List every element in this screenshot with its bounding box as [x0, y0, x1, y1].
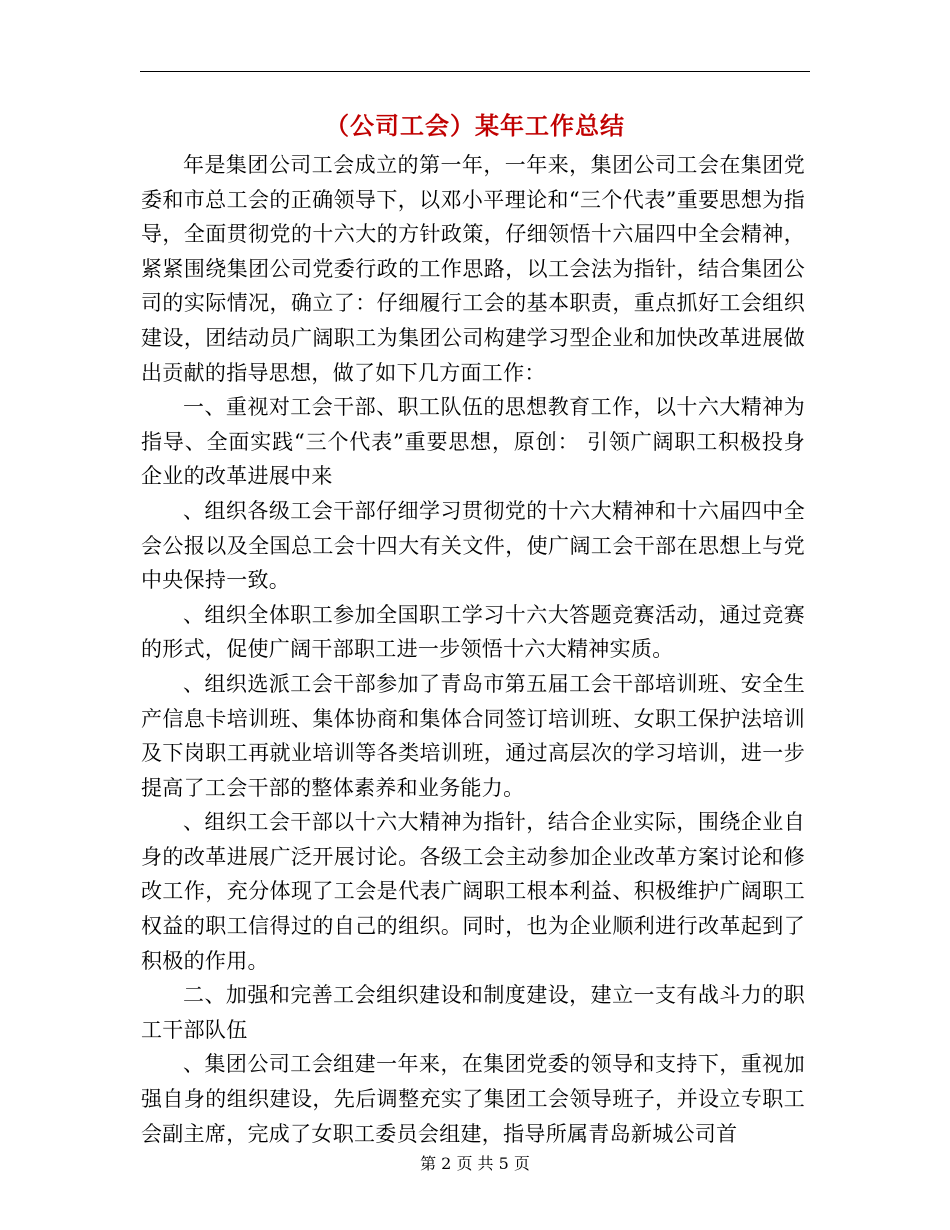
page-number-label: 第 2 页 共 5 页 — [420, 1154, 530, 1173]
page-footer — [0, 1152, 950, 1176]
paragraph-item: 、组织选派工会干部参加了青岛市第五届工会干部培训班、安全生产信息卡培训班、集体协商和集体合同签订培训班、女职工保护法培训及下岗职工再就业培训等各类培训班，通过高层次的学习培训，进一步提高了工会干部的整体素养和业务能力。 — [141, 671, 805, 800]
paragraph-item: 、组织全体职工参加全国职工学习十六大答题竞赛活动，通过竞赛的形式，促使广阔干部职工进一步领悟十六大精神实质。 — [141, 602, 805, 662]
paragraph-item: 、组织各级工会干部仔细学习贯彻党的十六大精神和十六届四中全会公报以及全国总工会十四大有关文件，使广阔工会干部在思想上与党中央保持一致。 — [141, 498, 805, 593]
header-rule — [140, 71, 810, 72]
section-heading-1: 一、重视对工会干部、职工队伍的思想教育工作，以十六大精神为指导、全面实践“三个代表”重要思想，原创： 引领广阔职工积极投身企业的改革进展中来 — [141, 395, 805, 489]
section-heading-2: 二、加强和完善工会组织建设和制度建设，建立一支有战斗力的职工干部队伍 — [141, 983, 805, 1042]
paragraph-item: 、集团公司工会组建一年来，在集团党委的领导和支持下，重视加强自身的组织建设，先后调整充实了集团工会领导班子，并设立专职工会副主席，完成了女职工委员会组建，指导所属青岛新城公司首 — [141, 1052, 805, 1146]
paragraph-intro: 年是集团公司工会成立的第一年，一年来，集团公司工会在集团党委和市总工会的正确领导下，以邓小平理论和“三个代表”重要思想为指导，全面贯彻党的十六大的方针政策，仔细领悟十六届四中全会精神，紧紧围绕集团公司党委行政的工作思路，以工会法为指针，结合集团公司的实际情况，确立了：仔细履行工会的基本职责，重点抓好工会组织建设，团结动员广阔职工为集团公司构建学习型企业和加快改革进展做出贡献的指导思想，做了如下几方面工作： — [141, 153, 805, 385]
document-title: （公司工会）某年工作总结 — [325, 111, 625, 140]
document-body — [141, 148, 805, 1151]
paragraph-item: 、组织工会干部以十六大精神为指针，结合企业实际，围绕企业自身的改革进展广泛开展讨论。各级工会主动参加企业改革方案讨论和修改工作，充分体现了工会是代表广阔职工根本利益、积极维护广阔职工权益的职工信得过的自己的组织。同时，也为企业顺利进行改革起到了积极的作用。 — [141, 810, 805, 973]
